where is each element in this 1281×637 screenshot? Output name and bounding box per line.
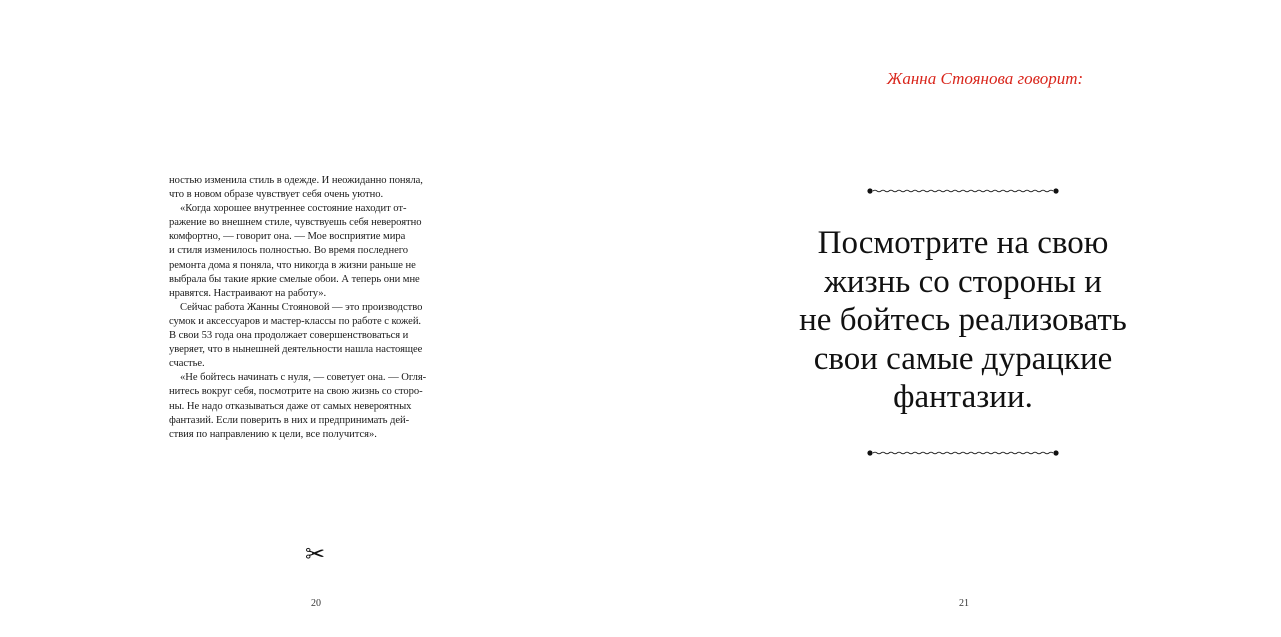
quote-line: не бойтесь реализовать xyxy=(799,302,1127,338)
body-line: Сейчас работа Жанны Стояновой — это производство xyxy=(180,301,423,313)
body-line: В свои 53 года она продолжает совершенствоваться и xyxy=(169,330,409,342)
body-line: ремонта дома я поняла, что никогда в жизни раньше не xyxy=(169,259,416,271)
body-line: ражение во внешнем стиле, чувствуешь себя невероятно xyxy=(169,217,422,229)
body-line: ностью изменила стиль в одежде. И неожиданно поняла, xyxy=(169,175,423,186)
page-number-left: 20 xyxy=(311,598,321,609)
body-line: нитесь вокруг себя, посмотрите на свою жизнь со сторо- xyxy=(169,386,423,398)
scissors-icon: ✂ xyxy=(305,540,326,568)
quote-line: фантазии. xyxy=(893,379,1033,415)
body-line: ствия по направлению к цели, все получится». xyxy=(169,428,377,440)
body-line: что в новом образе чувствует себя очень уютно. xyxy=(169,189,384,201)
right-page xyxy=(641,0,1281,637)
body-line: фантазий. Если поверить в них и предпринимать дей- xyxy=(169,414,410,426)
quote-line: свои самые дурацкие xyxy=(813,340,1113,377)
body-line: уверяет, что в нынешней деятельности нашла настоящее xyxy=(169,344,423,356)
body-line: счастье. xyxy=(169,358,205,370)
body-line: комфортно, — говорит она. — Мое восприятие мира xyxy=(169,231,406,243)
quote-line: жизнь со стороны и xyxy=(824,263,1102,300)
body-line: выбрала бы такие яркие смелые обои. А теперь они мне xyxy=(169,273,420,285)
page-number-right: 21 xyxy=(959,598,969,609)
speaker-heading: Жанна Стоянова говорит: xyxy=(886,69,1084,88)
divider-top xyxy=(867,188,1059,194)
body-line: «Когда хорошее внутреннее состояние находит от- xyxy=(180,203,407,215)
quote-line: Посмотрите на свою xyxy=(817,225,1109,261)
body-line: сумок и аксессуаров и мастер-классы по работе с кожей. xyxy=(169,315,422,327)
pull-quote xyxy=(641,224,1281,417)
left-page xyxy=(0,0,640,637)
body-line: ны. Не надо отказываться даже от самых невероятных xyxy=(169,400,412,412)
divider-bottom xyxy=(867,450,1059,456)
body-line: нравятся. Настраивают на работу». xyxy=(169,287,327,299)
body-line: «Не бойтесь начинать с нуля, — советует она. — Огля- xyxy=(180,372,427,384)
body-text xyxy=(169,174,469,442)
body-line: и стиля изменилось полностью. Во время последнего xyxy=(169,245,409,257)
